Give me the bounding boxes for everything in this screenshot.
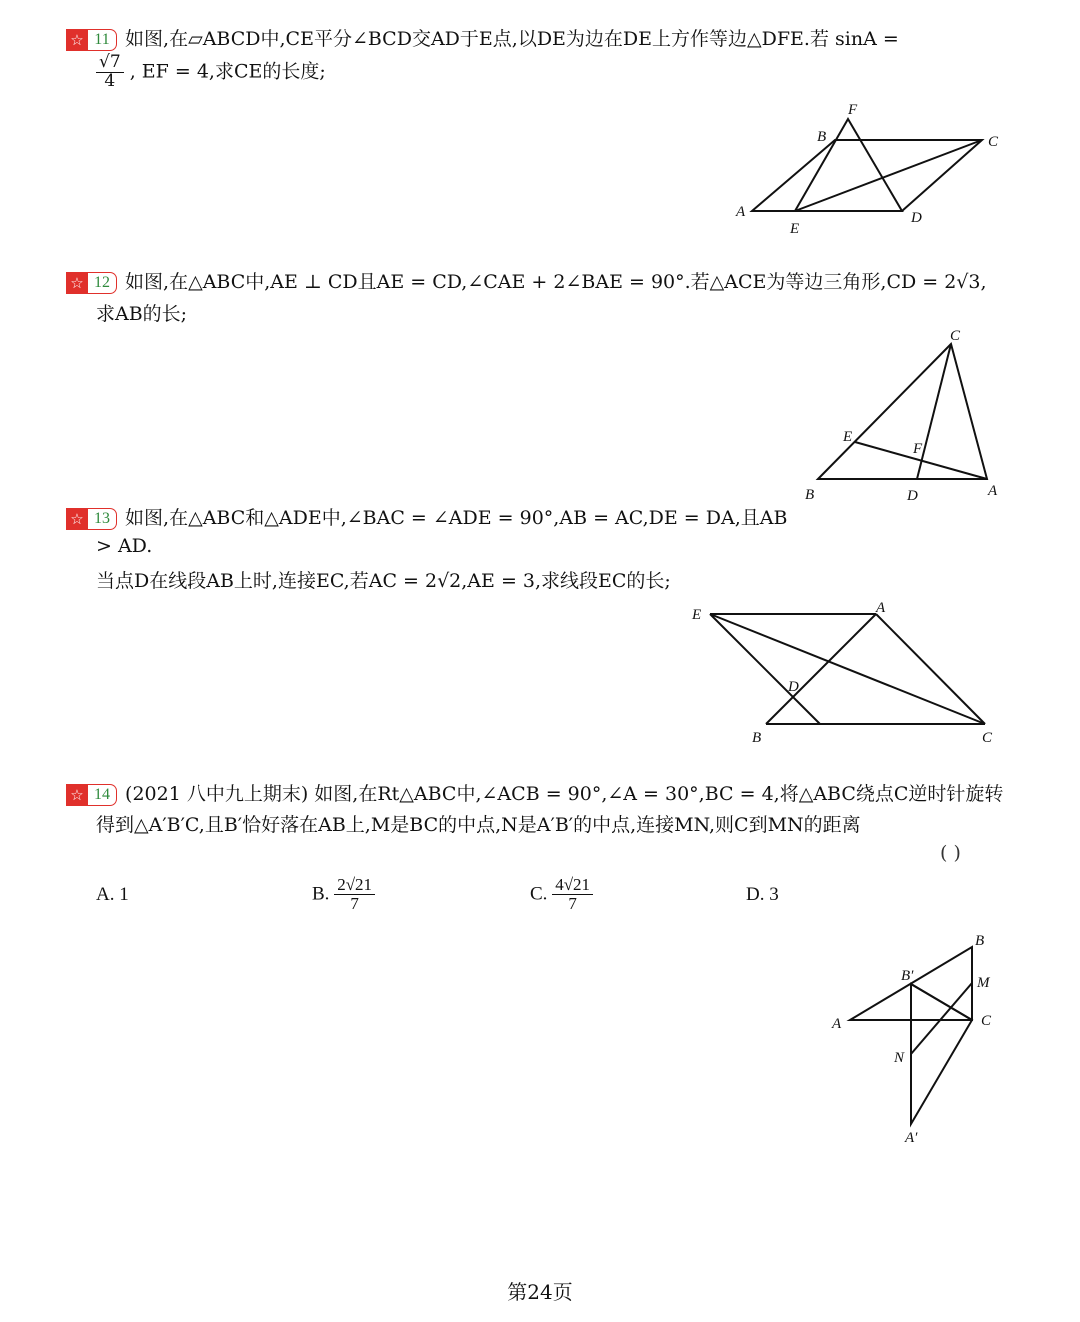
label-e: E	[692, 607, 702, 623]
sin-value-fraction	[96, 54, 124, 91]
choice-value: 1	[119, 884, 129, 905]
problem-13-line-3	[96, 566, 671, 593]
label-n: N	[894, 1050, 905, 1066]
label-m: M	[977, 975, 990, 991]
page-number: 第24页	[507, 1280, 573, 1304]
choice-label: B.	[312, 883, 330, 905]
answer-paren: ( )	[940, 842, 961, 864]
problem-14-line-2	[96, 810, 861, 837]
fraction-numerator: 2√21	[334, 876, 375, 895]
choice-label: A.	[96, 884, 115, 905]
problem-13-line-2	[96, 535, 152, 557]
segment-ab	[766, 614, 876, 724]
problem-12-line-2	[96, 299, 187, 326]
problem-text: 如图,在▱ABCD中,CE平分∠BCD交AD于E点,以DE为边在DE上方作等边△DFE.若 sinA =	[125, 28, 899, 50]
choice-c	[530, 876, 593, 913]
choice-label: C.	[530, 883, 548, 905]
label-a-prime: A′	[905, 1130, 918, 1146]
problem-text: (2021 八中九上期末) 如图,在Rt△ABC中,∠ACB = 90°,∠A = 30°,BC = 4,将△ABC绕点C逆时针旋转	[125, 783, 1004, 805]
problem-text: 得到△A′B′C,且B′恰好落在AB上,M是BC的中点,N是A′B′的中点,连接MN,则C到MN的距离	[96, 814, 861, 836]
problem-text: 如图,在△ABC和△ADE中,∠BAC = ∠ADE = 90°,AB = AC,DE = DA,且AB	[125, 507, 788, 529]
segment-ac	[876, 614, 985, 724]
problem-text: > AD.	[96, 535, 153, 557]
fraction-denominator: 4	[104, 70, 116, 91]
label-c: C	[988, 134, 999, 150]
problem-text: 当点D在线段AB上时,连接EC,若AC = 2√2,AE = 3,求线段EC的长;	[96, 570, 671, 592]
label-b: B	[752, 730, 762, 746]
label-d: D	[911, 210, 922, 226]
problem-number-badge	[66, 784, 117, 806]
label-a: A	[736, 204, 746, 220]
fraction-numerator: 4√21	[552, 876, 593, 895]
label-e: E	[790, 221, 800, 237]
figure-14	[825, 925, 1005, 1150]
problem-text: 如图,在△ABC中,AE ⊥ CD且AE = CD,∠CAE + 2∠BAE = 90°.若△ACE为等边三角形,CD = 2√3,	[125, 271, 987, 293]
triangle-dfe	[795, 119, 902, 211]
label-b: B	[805, 487, 815, 503]
choice-value: 3	[769, 884, 779, 905]
label-e: E	[843, 429, 853, 445]
label-a: A	[988, 483, 998, 499]
choice-a	[96, 884, 129, 906]
label-a: A	[876, 600, 886, 616]
problem-number: 12	[88, 272, 117, 294]
segment-b-prime-m	[911, 984, 972, 1020]
label-b: B	[975, 933, 985, 949]
problem-text: 求AB的长;	[96, 303, 188, 325]
choices-row	[0, 876, 1080, 926]
segment-ed	[710, 614, 820, 724]
problem-text: , EF = 4,求CE的长度;	[129, 60, 326, 83]
problem-11-line-2	[96, 54, 326, 91]
label-a: A	[832, 1016, 842, 1032]
figure-11	[720, 96, 1020, 241]
segment-mn	[911, 983, 972, 1054]
label-b: B	[817, 129, 827, 145]
label-c: C	[982, 730, 993, 746]
fraction-numerator: √7	[96, 54, 124, 73]
choice-fraction	[334, 876, 375, 913]
problem-12-line-1	[66, 267, 987, 294]
choice-fraction	[552, 876, 593, 913]
problem-number-badge	[66, 29, 117, 51]
problem-number-badge	[66, 272, 117, 294]
fraction-denominator: 7	[568, 893, 577, 913]
choice-b	[312, 876, 375, 913]
problem-number-badge	[66, 508, 117, 530]
star-icon: ☆	[66, 784, 88, 806]
label-c: C	[981, 1013, 992, 1029]
label-d: D	[788, 679, 799, 695]
label-b-prime: B′	[901, 968, 914, 984]
label-f: F	[848, 102, 858, 118]
problem-14-line-1	[66, 779, 1003, 806]
fraction-denominator: 7	[350, 893, 359, 913]
star-icon: ☆	[66, 508, 88, 530]
problem-11-line-1	[66, 24, 899, 51]
label-d: D	[907, 488, 918, 504]
figure-13	[680, 596, 1010, 748]
label-f: F	[913, 441, 923, 457]
segment-cd	[917, 344, 951, 479]
triangle-a-b-c-rotated	[911, 984, 972, 1124]
choice-label: D.	[746, 884, 765, 905]
segment-ec	[710, 614, 985, 724]
triangle-abc	[818, 344, 987, 479]
choice-d	[746, 884, 779, 906]
star-icon: ☆	[66, 272, 88, 294]
figure-12	[795, 322, 1015, 507]
problem-13-line-1	[66, 503, 787, 530]
star-icon: ☆	[66, 29, 88, 51]
problem-number: 13	[88, 508, 117, 530]
problem-number: 14	[88, 784, 117, 806]
label-c: C	[950, 328, 961, 344]
problem-number: 11	[88, 29, 117, 51]
